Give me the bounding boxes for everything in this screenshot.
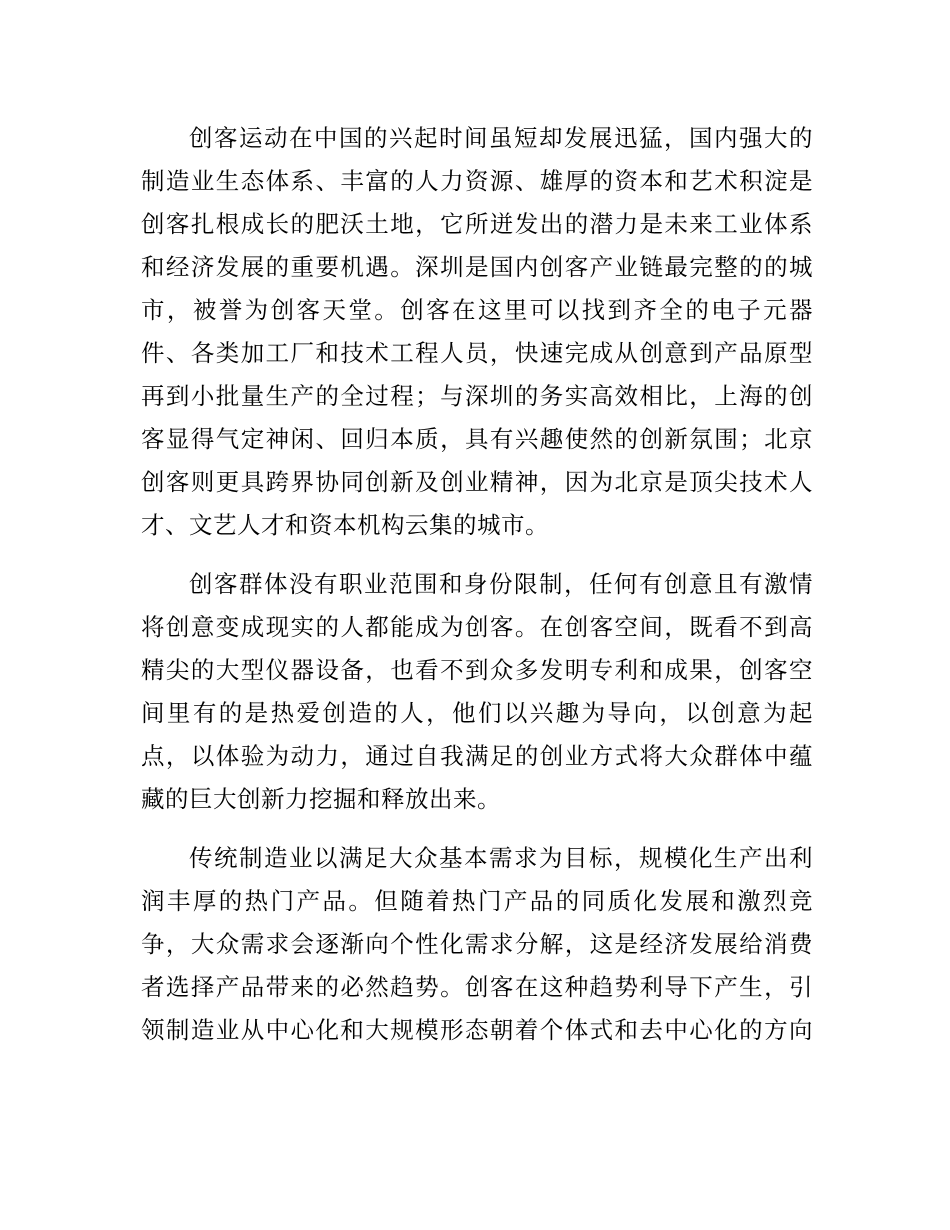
text-line: 和经济发展的重要机遇。深圳是国内创客产业链最完整的的城 [141, 253, 813, 281]
text-line: 者选择产品带来的必然趋势。创客在这种趋势利导下产生，引 [141, 973, 813, 1001]
paragraph-3 [141, 837, 813, 1052]
text-line: 才、文艺人才和资本机构云集的城市。 [141, 511, 549, 539]
text-line: 制造业生态体系、丰富的人力资源、雄厚的资本和艺术积淀是 [141, 167, 813, 195]
paragraph-spacer [141, 821, 813, 837]
text-line: 点，以体验为动力，通过自我满足的创业方式将大众群体中蕴 [141, 742, 813, 770]
text-line: 再到小批量生产的全过程；与深圳的务实高效相比，上海的创 [141, 382, 813, 410]
text-line: 间里有的是热爱创造的人，他们以兴趣为导向，以创意为起 [141, 699, 813, 727]
text-line: 创客群体没有职业范围和身份限制，任何有创意且有激情 [189, 570, 813, 598]
text-line: 传统制造业以满足大众基本需求为目标，规模化生产出利 [189, 844, 813, 872]
text-line: 客显得气定神闲、回归本质，具有兴趣使然的创新氛围；北京 [141, 425, 813, 453]
text-line: 领制造业从中心化和大规模形态朝着个体式和去中心化的方向 [141, 1016, 813, 1044]
paragraph-2 [141, 563, 813, 821]
text-line: 件、各类加工厂和技术工程人员，快速完成从创意到产品原型 [141, 339, 813, 367]
paragraph-1 [141, 117, 813, 547]
text-line: 藏的巨大创新力挖掘和释放出来。 [141, 785, 501, 813]
text-line: 创客则更具跨界协同创新及创业精神，因为北京是顶尖技术人 [141, 468, 813, 496]
document-body [141, 117, 813, 1052]
text-line: 市，被誉为创客天堂。创客在这里可以找到齐全的电子元器 [141, 296, 813, 324]
text-line: 将创意变成现实的人都能成为创客。在创客空间，既看不到高 [141, 613, 813, 641]
paragraph-spacer [141, 547, 813, 563]
text-line: 精尖的大型仪器设备，也看不到众多发明专利和成果，创客空 [141, 656, 813, 684]
text-line: 润丰厚的热门产品。但随着热门产品的同质化发展和激烈竞 [141, 887, 813, 915]
text-line: 创客扎根成长的肥沃土地，它所迸发出的潜力是未来工业体系 [141, 210, 813, 238]
text-line: 争，大众需求会逐渐向个性化需求分解，这是经济发展给消费 [141, 930, 813, 958]
text-line: 创客运动在中国的兴起时间虽短却发展迅猛，国内强大的 [189, 124, 813, 152]
